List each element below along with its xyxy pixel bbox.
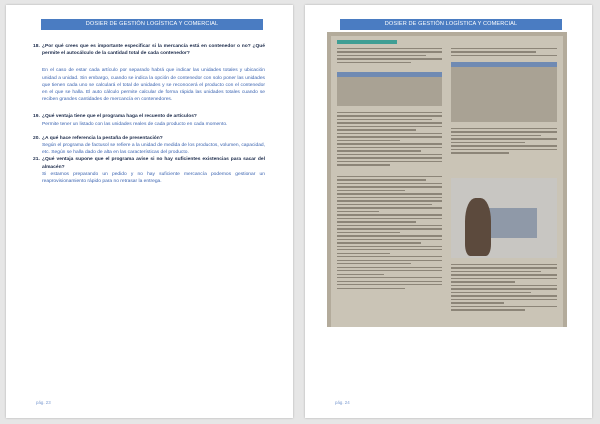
question-number: 21. [33,157,40,163]
book-photo-office [451,178,557,258]
answer-18: En el caso de estar cada artículo por separado habrá que indicar las unidades totales y ubicación unidad a unidad. Sin embargo, cuando se indica la opción de contenedor con solo poner las unidades que tienen cada uno se calculará el total de unidades y se reconocerá el producto con el contenedor en el que se halla. El auto cálculo permite calcular de forma rápida las unidades totales cuando se reciben grandes cantidades de mercancía en contenedores. [42,68,265,103]
page-header-banner: DOSIER DE GESTIÓN LOGÍSTICA Y COMERCIAL [41,19,263,30]
question-text: ¿Qué ventaja tiene que el programa haga el recuento de artículos? [42,114,197,120]
photographed-book-page [331,36,563,327]
question-21 [33,156,265,170]
book-text-block [451,128,557,156]
question-number: 19. [33,114,40,120]
book-text-block [337,112,442,168]
page-number: pág. 24 [335,400,350,405]
question-text: ¿Por qué crees que es importante especificar si la mercancía está en contenedor o no? ¿Qué permite el autocálculo de la cantidad total de cada contenedor? [42,44,265,57]
right-page [305,5,592,418]
page-number: pág. 23 [36,400,51,405]
question-text: ¿A qué hace referencia la pestaña de presentación? [42,135,163,141]
question-text: ¿Qué ventaja supone que el programa avise si no hay suficientes existencias para sacar del almacén? [42,157,265,170]
answer-19: Permite tener un listado con las unidades reales de cada producto en cada momento. [42,121,228,127]
book-text-block [451,264,557,313]
answer-20: Según el programa de factusol se refiere a la unidad de medida de los productos, volumen, capacidad, etc. Según se halla dado de alta en las características del producto. [42,143,265,156]
answer-21: Si estamos preparando un pedido y no hay suficiente mercancía podemos gestionar un reaprovisionamiento rápido para no retrasar la entrega. [42,171,265,185]
qa-content [33,43,265,185]
book-text-block [337,176,442,291]
question-number: 20. [33,135,40,141]
page-header-banner: DOSIER DE GESTIÓN LOGÍSTICA Y COMERCIAL [340,19,562,30]
book-text-block [451,48,557,58]
textbook-photo [327,32,567,327]
question-18 [33,43,265,57]
question-19 [33,113,265,120]
book-section-header [337,40,397,44]
question-20 [33,135,265,142]
left-page [6,5,293,418]
book-table [451,62,557,122]
book-table [337,72,442,106]
book-text-block [337,48,442,65]
question-number: 18. [33,44,40,49]
